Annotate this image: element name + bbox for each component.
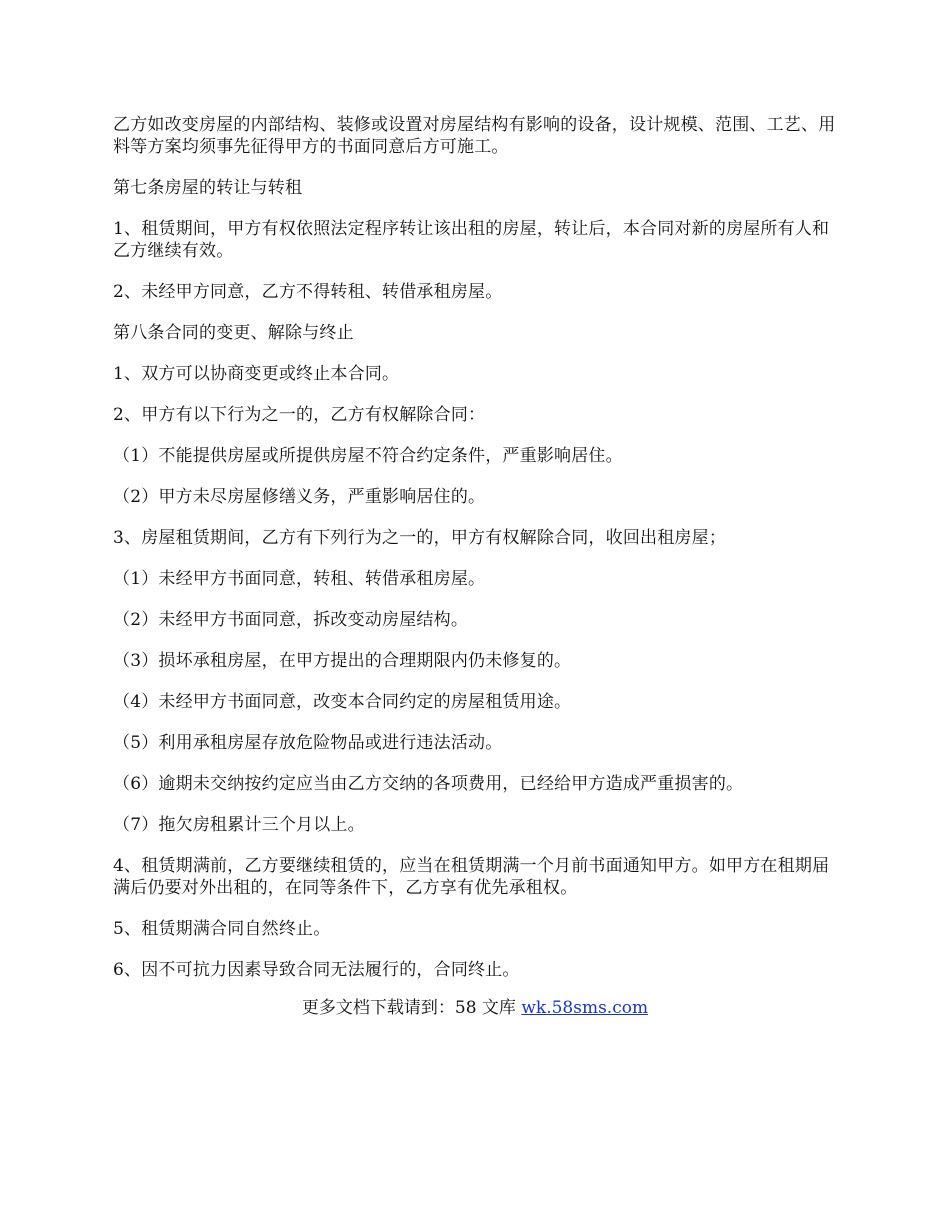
paragraph-8-6: 6、因不可抗力因素导致合同无法履行的，合同终止。 — [113, 960, 520, 980]
footer-download-note — [0, 997, 950, 1019]
paragraph-8-3-item-6: （6）逾期未交纳按约定应当由乙方交纳的各项费用，已经给甲方造成严重损害的。 — [113, 774, 744, 794]
paragraph-8-3-item-1: （1）未经甲方书面同意，转租、转借承租房屋。 — [113, 569, 486, 589]
document-body — [113, 114, 841, 1000]
paragraph-8-1: 1、双方可以协商变更或终止本合同。 — [113, 364, 400, 384]
paragraph-8-3-item-3: （3）损坏承租房屋，在甲方提出的合理期限内仍未修复的。 — [113, 651, 572, 671]
paragraph-8-3-item-4: （4）未经甲方书面同意，改变本合同约定的房屋租赁用途。 — [113, 692, 572, 712]
paragraph-8-2: 2、甲方有以下行为之一的，乙方有权解除合同： — [113, 405, 486, 425]
paragraph-8-2-item-2: （2）甲方未尽房屋修缮义务，严重影响居住的。 — [113, 487, 486, 507]
paragraph-7-1: 1、租赁期间，甲方有权依照法定程序转让该出租的房屋，转让后，本合同对新的房屋所有人和乙方继续有效。 — [113, 219, 830, 261]
paragraph-8-3: 3、房屋租赁期间，乙方有下列行为之一的，甲方有权解除合同，收回出租房屋； — [113, 528, 727, 548]
paragraph-8-2-item-1: （1）不能提供房屋或所提供房屋不符合约定条件，严重影响居住。 — [113, 446, 623, 466]
paragraph-8-3-item-2: （2）未经甲方书面同意，拆改变动房屋结构。 — [113, 610, 469, 630]
footer-prefix: 更多文档下载请到：58 文库 — [301, 998, 522, 1018]
heading-article-8: 第八条合同的变更、解除与终止 — [113, 323, 354, 343]
paragraph-8-3-item-7: （7）拖欠房租累计三个月以上。 — [113, 815, 365, 835]
paragraph-renovation-clause: 乙方如改变房屋的内部结构、装修或设置对房屋结构有影响的设备，设计规模、范围、工艺、用料等方案均须事先征得甲方的书面同意后方可施工。 — [113, 115, 836, 157]
footer-link[interactable]: wk.58sms.com — [521, 998, 649, 1018]
paragraph-7-2: 2、未经甲方同意，乙方不得转租、转借承租房屋。 — [113, 282, 503, 302]
paragraph-8-4: 4、租赁期满前，乙方要继续租赁的，应当在租赁期满一个月前书面通知甲方。如甲方在租期届满后仍要对外出租的，在同等条件下，乙方享有优先承租权。 — [113, 856, 830, 898]
heading-article-7: 第七条房屋的转让与转租 — [113, 178, 303, 198]
paragraph-8-3-item-5: （5）利用承租房屋存放危险物品或进行违法活动。 — [113, 733, 503, 753]
paragraph-8-5: 5、租赁期满合同自然终止。 — [113, 919, 331, 939]
